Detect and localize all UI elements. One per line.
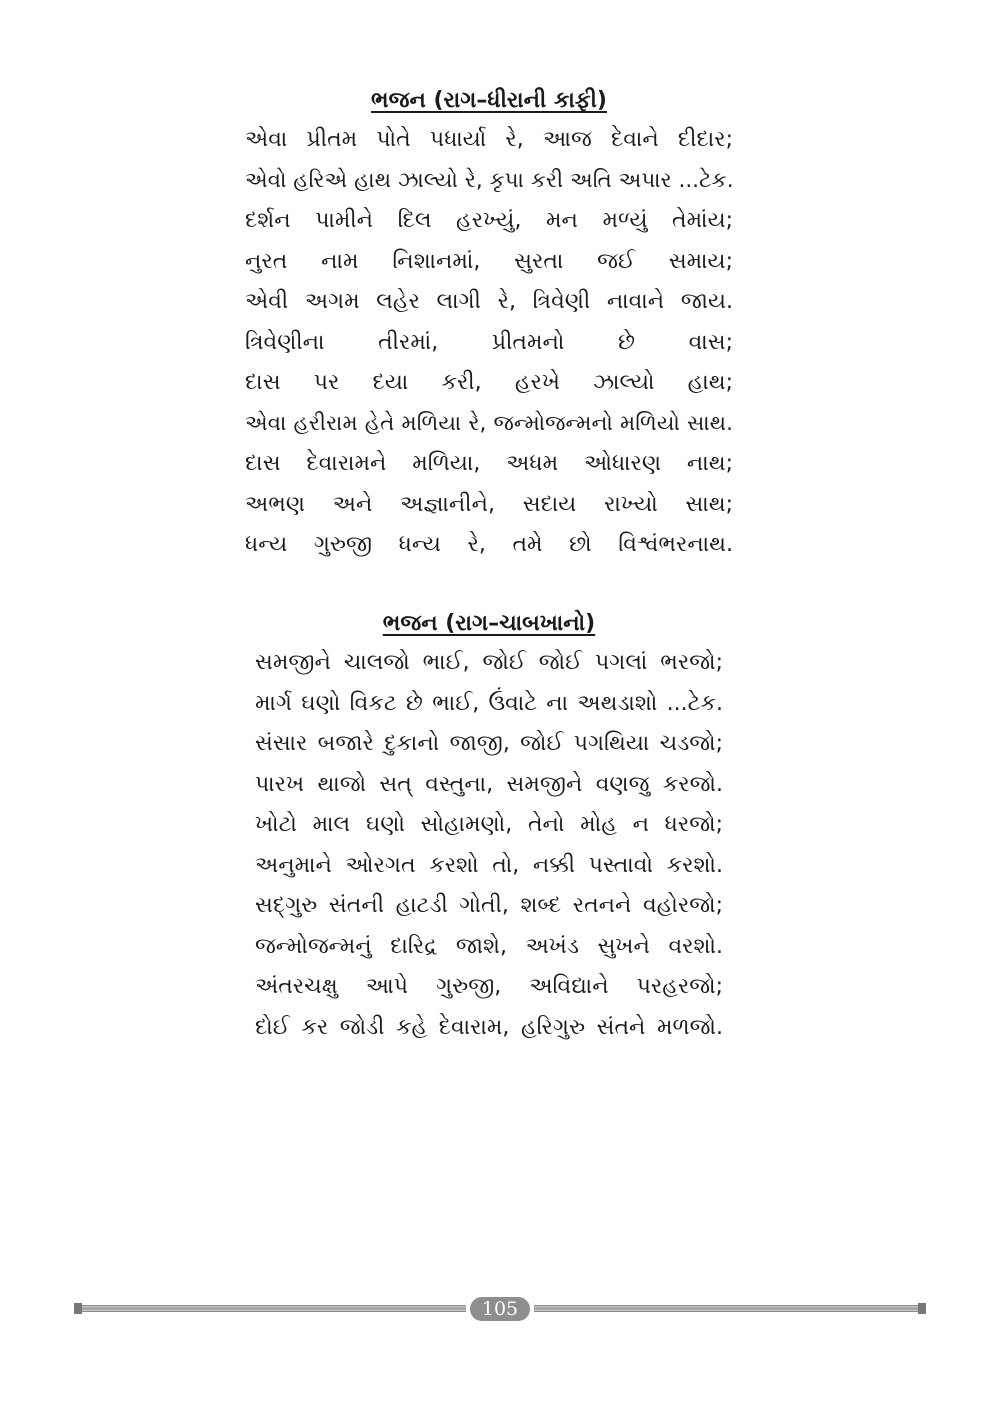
verse-line: ત્રિવેણીના તીરમાં, પ્રીતમનો છે વાસ; [245, 329, 733, 355]
verse-line: એવી અગમ લહેર લાગી રે, ત્રિવેણી નાવાને જાય. [245, 289, 733, 314]
verse-line: એવા હરીરામ હેતે મળિયા રે, જન્મોજન્મનો મળિયો સાથ. [245, 410, 733, 436]
bhajan-title: ભજન (રાગ–ચાબખાનો) [382, 611, 596, 636]
verse-line: દાસ પર દયા કરી, હરખે ઝાલ્યો હાથ; [245, 370, 733, 395]
verse-line: સદ્‌ગુરુ સંતની હાટડી ગોતી, શબ્દ રતનને વહોરજો; [255, 893, 723, 918]
verse-line: ધન્ય ગુરુજી ધન્ય રે, તમે છો વિશ્વંભરનાથ. [245, 532, 733, 557]
verse-line: અભણ અને અજ્ઞાનીને, સદાય રાખ્યો સાથ; [245, 491, 733, 517]
verse-line: દર્શન પામીને દિલ હરખ્યું, મન મળ્યું તેમાંય; [245, 208, 733, 233]
verse-line: એવા પ્રીતમ પોતે પધાર્યા રે, આજ દેવાને દીદાર; [245, 127, 733, 152]
page-number: 105 [470, 1297, 530, 1321]
verse-line: જન્મોજન્મનું દારિદ્ર જાશે, અખંડ સુખને વરશો. [255, 933, 723, 959]
page-footer [74, 1297, 926, 1321]
verse-line: અંતરચક્ષુ આપે ગુરુજી, અવિદ્યાને પરહરજો; [255, 974, 723, 999]
bhajan-section-2 [255, 605, 723, 1048]
bhajan-title: ભજન (રાગ–ધીરાની કાફી) [371, 88, 607, 113]
footer-rule-right [534, 1305, 920, 1312]
footer-rule-end-left [74, 1303, 82, 1314]
verse-line: ખોટો માલ ઘણો સોહામણો, તેનો મોહ ન ધરજો; [255, 812, 723, 837]
footer-rule-left [82, 1305, 466, 1312]
verse-line: સંસાર બજારે દુકાનો જાજી, જોઈ પગથિયા ચડજો; [255, 731, 723, 756]
verse-line: એવો હરિએ હાથ ઝાલ્યો રે, કૃપા કરી અતિ અપાર ...ટેક. [245, 167, 734, 193]
verse-line: દોઈ કર જોડી કહે દેવારામ, હરિગુરુ સંતને મળજો. [255, 1014, 723, 1040]
verse-line: અનુમાને ઓરગત કરશો તો, નક્કી પસ્તાવો કરશો. [255, 852, 723, 878]
verse-line: માર્ગ ઘણો વિકટ છે ભાઈ, ઉંવાટે ના અથડાશો ...ટેક. [255, 690, 723, 716]
footer-rule-end-right [918, 1303, 926, 1314]
verse-line: દાસ દેવારામને મળિયા, અધમ ઓધારણ નાથ; [245, 451, 733, 476]
bhajan-section-1 [245, 82, 733, 566]
verse-line: પારખ થાજો સત્ વસ્તુના, સમજીને વણજુ કરજો. [255, 771, 723, 797]
verse-line: નુરત નામ નિશાનમાં, સુરતા જઈ સમાય; [245, 248, 733, 274]
verse-line: સમજીને ચાલજો ભાઈ, જોઈ જોઈ પગલાં ભરજો; [255, 650, 723, 675]
